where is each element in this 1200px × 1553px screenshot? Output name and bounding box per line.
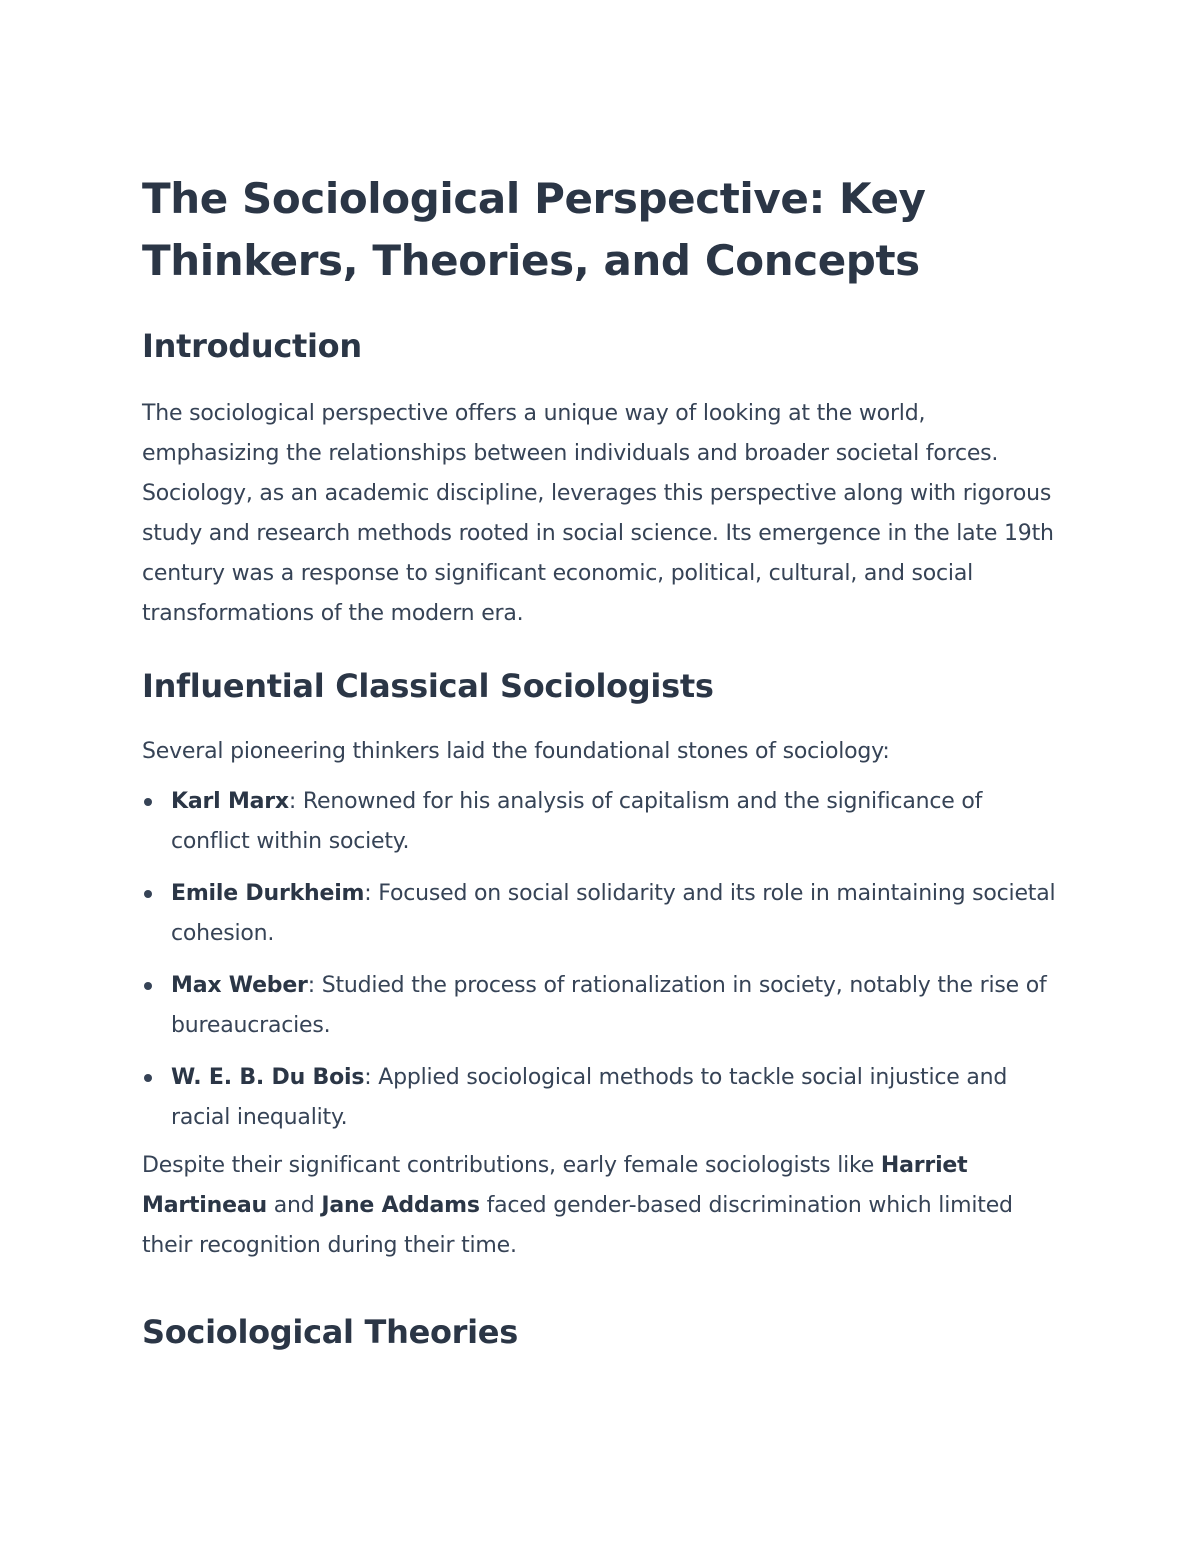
heading-introduction: Introduction <box>142 327 362 365</box>
thinker-name: Emile Durkheim <box>171 881 365 906</box>
thinker-name: W. E. B. Du Bois <box>171 1065 365 1090</box>
closing-text-middle: and <box>266 1193 322 1218</box>
heading-sociological-theories: Sociological Theories <box>142 1313 518 1351</box>
list-item <box>142 1058 1062 1138</box>
introduction-paragraph: The sociological perspective offers a unique way of looking at the world, emphasizing the relationships between individuals and broader societal forces. Sociology, as an academic discipline, leverages this perspective along with rigorous study and research methods rooted in social science. Its emergence in the late 19th century was a response to significant economic, political, cultural, and social transformations of the modern era. <box>142 401 1054 626</box>
heading-classical-sociologists: Influential Classical Sociologists <box>142 667 714 705</box>
female-sociologists-paragraph <box>142 1146 1062 1266</box>
thinker-name: Max Weber <box>171 973 308 998</box>
bullet-icon <box>144 890 152 898</box>
thinkers-list <box>142 782 1062 1138</box>
list-item <box>142 782 1062 862</box>
bullet-icon <box>144 798 152 806</box>
thinker-description: : Applied sociological methods to tackle social injustice and racial inequality. <box>171 1065 1008 1130</box>
thinker-description: : Renowned for his analysis of capitalism and the significance of conflict within society. <box>171 789 983 854</box>
closing-text-after: faced gender-based discrimination which limited their recognition during their time. <box>142 1193 1013 1258</box>
list-item <box>142 966 1062 1046</box>
document-page <box>142 168 1062 1354</box>
bullet-icon <box>144 982 152 990</box>
closing-text-before: Despite their significant contributions, early female sociologists like <box>142 1153 881 1178</box>
bullet-icon <box>144 1074 152 1082</box>
thinker-name: Karl Marx <box>171 789 289 814</box>
thinker-description: : Studied the process of rationalization in society, notably the rise of bureaucracies. <box>171 973 1047 1038</box>
document-title: The Sociological Perspective: Key Thinkers, Theories, and Concepts <box>142 174 926 285</box>
classical-lead-paragraph: Several pioneering thinkers laid the foundational stones of sociology: <box>142 739 890 764</box>
list-item <box>142 874 1062 954</box>
thinker-description: : Focused on social solidarity and its role in maintaining societal cohesion. <box>171 881 1056 946</box>
name-harriet-martineau: Harriet Martineau <box>142 1153 968 1218</box>
name-jane-addams: Jane Addams <box>321 1193 480 1218</box>
